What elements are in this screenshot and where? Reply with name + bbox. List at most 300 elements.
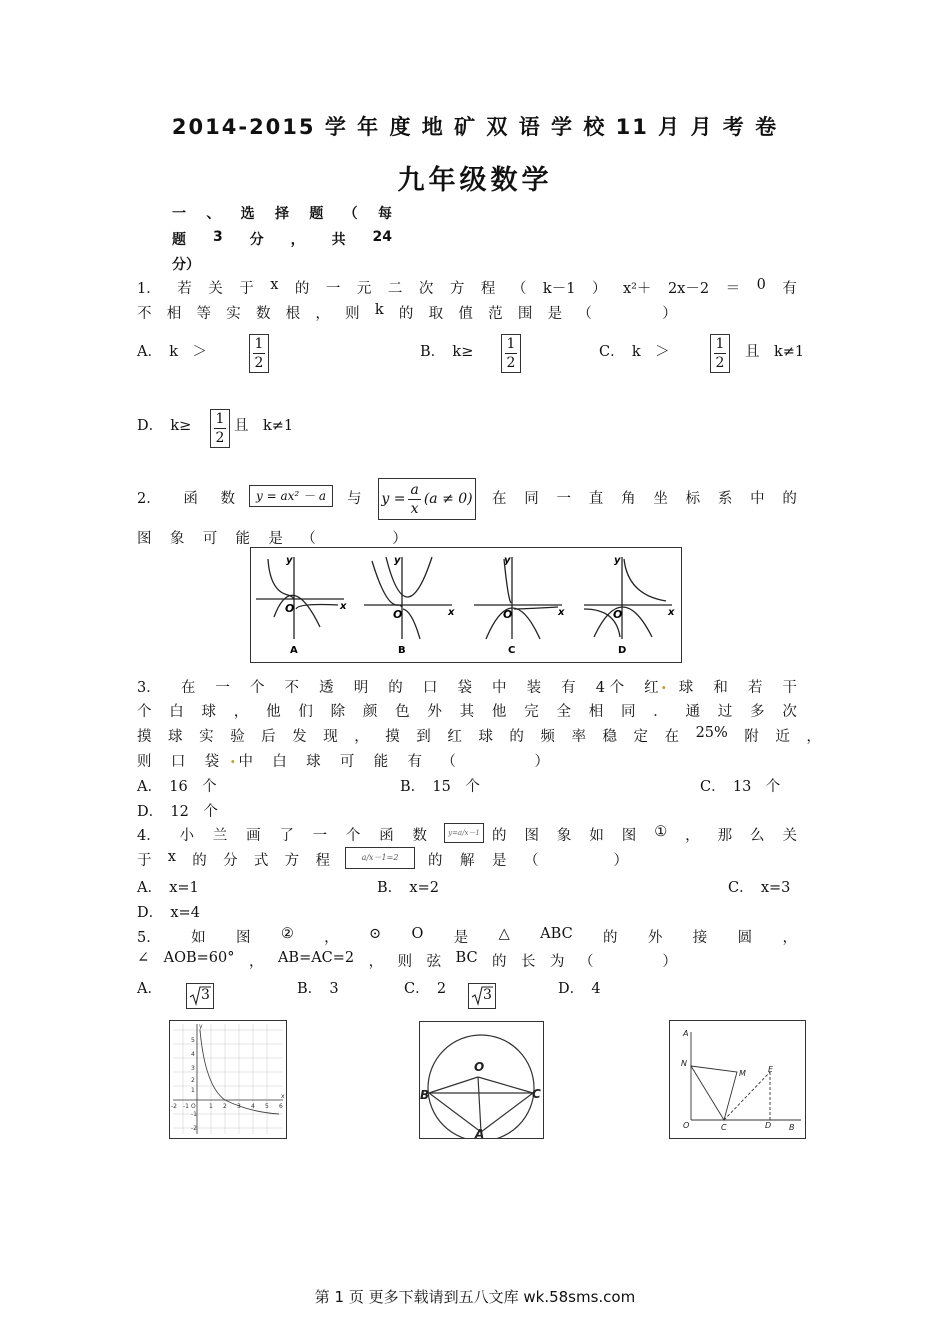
q1-option-d-fraction: $\frac{1}{2}$ xyxy=(210,409,230,448)
word: 是 xyxy=(268,531,283,547)
q3-line3 xyxy=(137,725,821,746)
word: 于 xyxy=(137,853,152,869)
word: 弦 xyxy=(426,954,442,970)
label-D: D xyxy=(765,1121,772,1130)
label-A: A xyxy=(683,1029,689,1038)
word: 他 xyxy=(266,704,281,720)
word: 象 xyxy=(556,828,572,844)
q4-option-d: D． x=4 xyxy=(137,905,200,921)
figure-1-graph xyxy=(169,1020,287,1139)
word: ） xyxy=(186,257,200,273)
word: 不 xyxy=(284,680,300,696)
word: 画 xyxy=(246,828,261,844)
word: 题 xyxy=(309,206,324,222)
x-tick-label: 1 xyxy=(209,1103,213,1110)
axis-x-label: x xyxy=(340,601,347,612)
word: 么 xyxy=(750,828,765,844)
word: 全 xyxy=(556,704,571,720)
q5-option-a-sqrt: 3 xyxy=(186,983,214,1009)
word: 圆 xyxy=(737,930,753,946)
word: 摸 xyxy=(137,729,152,745)
graph-label: B xyxy=(398,645,406,656)
graph-label: C xyxy=(508,645,516,656)
word: 图 xyxy=(235,930,251,946)
word: 实 xyxy=(226,306,241,322)
word: 数 xyxy=(255,306,271,322)
word: ， xyxy=(685,828,700,844)
q2-line2 xyxy=(137,527,407,548)
mark-dot: . xyxy=(661,674,667,693)
q5-line1 xyxy=(137,926,797,947)
q1-option-b-fraction: $\frac{1}{2}$ xyxy=(501,334,521,373)
word: 有 xyxy=(561,680,576,696)
word: 中 xyxy=(492,680,507,696)
word: 个 xyxy=(249,680,265,696)
word: ， xyxy=(368,954,384,970)
word: 定 xyxy=(633,729,648,745)
word: 除 xyxy=(330,704,346,720)
word: （ xyxy=(441,754,456,770)
word: 后 xyxy=(261,729,276,745)
word: 值 xyxy=(458,306,473,322)
word: △ xyxy=(498,926,510,942)
word: 范 xyxy=(488,306,503,322)
axis-y-label: y xyxy=(614,555,621,566)
word: 分 xyxy=(223,853,238,869)
word: 那 xyxy=(717,828,733,844)
word: 则 xyxy=(137,754,152,770)
label-O: O xyxy=(683,1121,690,1130)
word: ② xyxy=(280,926,294,942)
word: 图 xyxy=(524,828,539,844)
label-N: N xyxy=(681,1059,687,1068)
y-tick-label: 2 xyxy=(191,1077,195,1084)
word: 颜 xyxy=(362,704,378,720)
word: 的 xyxy=(294,281,310,297)
word: 数 xyxy=(220,491,235,507)
word: ， xyxy=(315,306,330,322)
q3-option-d: D． 12 个 xyxy=(137,804,218,820)
page-footer: 第 1 页 更多下载请到五八文库 wk.58sms.com xyxy=(314,1288,636,1306)
q2-formula-hyperbola: y = $\frac{a}{x}$ (a ≠ 0) xyxy=(378,478,476,520)
word: 若 xyxy=(177,281,192,297)
word xyxy=(556,849,596,870)
word: 的 xyxy=(603,930,618,946)
word xyxy=(608,950,648,971)
word: 口 xyxy=(422,680,438,696)
q1-option-a-fraction: $\frac{1}{2}$ xyxy=(249,334,269,373)
word: 取 xyxy=(428,306,444,322)
word: 一 xyxy=(556,491,572,507)
word: 一 xyxy=(215,680,230,696)
word: 接 xyxy=(692,930,708,946)
word: 一 xyxy=(312,828,328,844)
section-heading-line2 xyxy=(172,229,392,249)
q4-line1-pre xyxy=(137,824,427,845)
origin-label: O xyxy=(393,608,403,621)
word: 的 xyxy=(492,828,507,844)
word: 图 xyxy=(621,828,637,844)
word: ， xyxy=(233,704,249,720)
q4-option-c: C． x=3 xyxy=(728,880,791,896)
word: 不 xyxy=(137,306,152,322)
x-tick-label: O xyxy=(191,1103,196,1110)
word: 的 xyxy=(509,729,524,745)
word: 白 xyxy=(169,704,184,720)
word: 外 xyxy=(647,930,663,946)
word: 装 xyxy=(526,680,542,696)
word: （ xyxy=(577,306,592,322)
word: 围 xyxy=(517,306,533,322)
word: 红 xyxy=(644,680,659,696)
word: ＝ xyxy=(725,281,741,297)
word: 如 xyxy=(191,930,206,946)
word: 现 xyxy=(323,729,338,745)
q4-option-b: B． x=2 xyxy=(377,880,439,896)
word: 系 xyxy=(717,491,733,507)
word: 于 xyxy=(239,281,254,297)
word: 透 xyxy=(319,680,334,696)
word: 一 xyxy=(172,206,186,222)
label-A: A xyxy=(475,1127,485,1139)
word: 坐 xyxy=(653,491,668,507)
axis-y-label: y xyxy=(199,1023,203,1030)
word: （ xyxy=(578,954,594,970)
q1-option-c-tail: 且 k≠1 xyxy=(745,344,805,360)
word: 每 xyxy=(377,206,392,222)
word: BC xyxy=(455,950,478,966)
q2-formula-parabola: y = ax² － a xyxy=(249,485,333,507)
word: 球 xyxy=(478,729,493,745)
word: 袋 xyxy=(204,754,220,770)
word: 二 xyxy=(387,281,403,297)
q2-with: 与 xyxy=(347,491,362,507)
word: 如 xyxy=(589,828,604,844)
word: 的 xyxy=(428,853,443,869)
word: 有 xyxy=(407,754,422,770)
word: ， xyxy=(290,232,305,248)
word: 们 xyxy=(298,704,313,720)
word: 到 xyxy=(416,729,431,745)
word: 关 xyxy=(782,828,797,844)
word: ） xyxy=(591,281,607,297)
figure-3-geometry xyxy=(669,1020,806,1139)
word: 完 xyxy=(524,704,539,720)
mark-dot: . xyxy=(230,748,236,767)
word: 长 xyxy=(521,954,536,970)
word: 通 xyxy=(685,704,701,720)
axis-y-label: y xyxy=(504,555,511,566)
word: 其 xyxy=(459,704,475,720)
word: 袋 xyxy=(457,680,472,696)
q1-option-b: B． k≥ xyxy=(420,344,474,360)
word: AOB=60° xyxy=(163,950,235,966)
word: 稳 xyxy=(602,729,617,745)
word: 24 xyxy=(372,229,392,245)
q4-formula-equation: a/x－1=2 xyxy=(345,847,415,869)
q1-option-d-tail: 且 k≠1 xyxy=(234,418,294,434)
exam-title: 2014-2015 学 年 度 地 矿 双 语 学 校 11 月 月 考 卷 xyxy=(171,115,779,139)
word: 若 xyxy=(747,680,763,696)
word: 象 xyxy=(169,531,185,547)
word: 多 xyxy=(750,704,765,720)
q1-line1 xyxy=(137,277,797,298)
label-C: C xyxy=(721,1123,727,1132)
y-tick-label: 1 xyxy=(191,1087,195,1094)
word: 球 xyxy=(201,704,217,720)
word: 角 xyxy=(621,491,636,507)
word: 3 xyxy=(212,229,223,245)
word: 则 xyxy=(345,306,360,322)
word: 相 xyxy=(588,704,604,720)
graph-label: D xyxy=(618,645,627,656)
word: 是 xyxy=(492,853,507,869)
word: k xyxy=(374,302,384,318)
q3-line1 xyxy=(137,676,797,697)
q1-option-d: D． k≥ xyxy=(137,418,192,434)
q4-formula-function: y=a/x－1 xyxy=(444,823,484,843)
axis-x-label: x xyxy=(448,607,455,618)
y-tick-label: 4 xyxy=(191,1051,195,1058)
y-tick-label: -2 xyxy=(191,1125,197,1132)
x-tick-label: -1 xyxy=(183,1103,189,1110)
x-tick-label: 6 xyxy=(279,1103,283,1110)
word: 可 xyxy=(339,754,355,770)
word: （ xyxy=(301,531,316,547)
word: 在 xyxy=(664,729,680,745)
word: 分 xyxy=(172,257,186,273)
word: 中 xyxy=(238,754,253,770)
word: ， xyxy=(324,930,339,946)
exam-subtitle: 九年级数学 xyxy=(397,165,553,196)
q3-option-a: A． 16 个 xyxy=(137,779,217,795)
word: 3． xyxy=(137,680,161,696)
origin-label: O xyxy=(285,602,295,615)
y-tick-label: 5 xyxy=(191,1037,195,1044)
word: 和 xyxy=(713,680,728,696)
word: x xyxy=(270,277,279,293)
word: 率 xyxy=(571,729,586,745)
word: ， xyxy=(354,729,369,745)
word: 发 xyxy=(292,729,307,745)
word: 1． xyxy=(137,281,161,297)
word: O xyxy=(411,926,424,942)
q5-option-c-sqrt: 3 xyxy=(468,983,496,1009)
word: ， xyxy=(806,729,821,745)
word: 次 xyxy=(782,704,797,720)
word: 摸 xyxy=(385,729,400,745)
word: 等 xyxy=(196,306,211,322)
figure-2-circle xyxy=(419,1021,544,1139)
word: ∠ xyxy=(137,950,150,966)
word: 同 xyxy=(524,491,539,507)
q3-line4 xyxy=(137,750,549,771)
word: 5． xyxy=(137,930,161,946)
word: 式 xyxy=(253,853,269,869)
word: 25% xyxy=(695,725,728,741)
word: ， xyxy=(248,954,264,970)
word: 他 xyxy=(491,704,507,720)
word: 外 xyxy=(427,704,442,720)
word: 分 xyxy=(249,232,264,248)
label-E: E xyxy=(768,1065,774,1074)
word: ） xyxy=(662,954,677,970)
origin-label: O xyxy=(613,608,623,621)
word: 次 xyxy=(418,281,434,297)
q1-line2 xyxy=(137,302,677,323)
word: 标 xyxy=(685,491,701,507)
word: 一 xyxy=(325,281,341,297)
word: 近 xyxy=(775,729,790,745)
word: 能 xyxy=(373,754,389,770)
word: 中 xyxy=(750,491,765,507)
word: 相 xyxy=(166,306,182,322)
word: 4． xyxy=(137,828,161,844)
x-tick-label: 3 xyxy=(237,1103,241,1110)
word: 关 xyxy=(208,281,223,297)
word: 实 xyxy=(199,729,214,745)
word: ） xyxy=(392,531,407,547)
word: 的 xyxy=(492,954,507,970)
word: 2x－2 xyxy=(667,281,710,297)
word: 干 xyxy=(782,680,797,696)
word: 的 xyxy=(782,491,797,507)
q5-option-c: C． 2 xyxy=(404,981,447,997)
word: 同 xyxy=(620,704,636,720)
axis-x-label: x xyxy=(281,1093,285,1100)
x-tick-label: 2 xyxy=(223,1103,227,1110)
word: 口 xyxy=(170,754,186,770)
word: 过 xyxy=(717,704,733,720)
word: ABC xyxy=(540,926,573,942)
word: ． xyxy=(653,704,668,720)
word: 红 xyxy=(447,729,462,745)
word: 题 xyxy=(172,232,186,248)
word: （ xyxy=(343,206,358,222)
y-tick-label: 3 xyxy=(191,1065,195,1072)
word: 白 xyxy=(272,754,287,770)
label-C: C xyxy=(532,1087,541,1101)
word: 的 xyxy=(192,853,207,869)
word: 择 xyxy=(274,206,289,222)
axis-x-label: x xyxy=(558,607,565,618)
word: 是 xyxy=(453,930,469,946)
word: 在 xyxy=(492,491,507,507)
word: 函 xyxy=(379,828,394,844)
origin-label: O xyxy=(503,608,513,621)
word: 明 xyxy=(353,680,369,696)
word: 图 xyxy=(137,531,152,547)
word xyxy=(475,750,515,771)
label-B: B xyxy=(420,1088,430,1102)
word: 个 xyxy=(345,828,361,844)
word: 球 xyxy=(306,754,321,770)
word: 了 xyxy=(279,828,294,844)
word: 数 xyxy=(412,828,427,844)
word: 则 xyxy=(397,954,413,970)
section-heading-line3 xyxy=(172,254,200,274)
word: 兰 xyxy=(212,828,228,844)
word: x xyxy=(167,849,176,865)
x-tick-label: -2 xyxy=(171,1103,177,1110)
word: 的 xyxy=(388,680,403,696)
label-B: B xyxy=(789,1123,795,1132)
word: ） xyxy=(662,306,677,322)
q4-option-a: A． x=1 xyxy=(137,880,199,896)
word: 在 xyxy=(180,680,196,696)
word: 2． xyxy=(137,491,161,507)
q1-option-c: C． k ＞ xyxy=(599,344,670,360)
word: 选 xyxy=(240,206,255,222)
word: 球 xyxy=(168,729,183,745)
q4-line2-post xyxy=(428,849,628,870)
q1-option-a: A． k ＞ xyxy=(137,344,208,360)
word: 方 xyxy=(449,281,465,297)
word: 能 xyxy=(235,531,251,547)
word: 附 xyxy=(744,729,759,745)
q5-option-d: D． 4 xyxy=(558,981,601,997)
word: 程 xyxy=(480,281,496,297)
word: 程 xyxy=(315,853,330,869)
section-heading-line1 xyxy=(172,203,392,223)
q4-line2-pre xyxy=(137,849,330,870)
word: 解 xyxy=(460,853,475,869)
word: 为 xyxy=(549,954,565,970)
word: ） xyxy=(534,754,549,770)
word: ① xyxy=(654,824,668,840)
word: （ xyxy=(511,281,527,297)
word: ） xyxy=(613,853,628,869)
q2-graphs xyxy=(250,547,682,663)
word: 验 xyxy=(230,729,245,745)
word: 函 xyxy=(183,491,198,507)
word: 共 xyxy=(331,232,346,248)
word xyxy=(334,527,374,548)
q3-option-c: C． 13 个 xyxy=(700,779,781,795)
q4-line1-post xyxy=(492,824,797,845)
word: 直 xyxy=(588,491,604,507)
word: 、 xyxy=(206,206,221,222)
graph-label: A xyxy=(290,645,298,656)
q2-line1-post xyxy=(492,487,797,508)
word: 可 xyxy=(202,531,218,547)
word: 4 个 xyxy=(595,680,625,696)
axis-y-label: y xyxy=(286,555,293,566)
q5-line2 xyxy=(137,950,677,971)
x-tick-label: 5 xyxy=(265,1103,269,1110)
q3-line2 xyxy=(137,700,797,721)
word: 是 xyxy=(547,306,563,322)
y-tick-label: -1 xyxy=(191,1111,197,1118)
word: k－1 xyxy=(542,281,576,297)
word: 有 xyxy=(782,281,797,297)
word: AB=AC=2 xyxy=(277,950,355,966)
q5-option-a: A． xyxy=(137,981,162,997)
word: 的 xyxy=(398,306,414,322)
word: ⊙ xyxy=(369,926,382,942)
word: 方 xyxy=(284,853,300,869)
word: 色 xyxy=(395,704,410,720)
word: 小 xyxy=(179,828,195,844)
q3-option-b: B． 15 个 xyxy=(400,779,480,795)
axis-x-label: x xyxy=(668,607,675,618)
label-O: O xyxy=(474,1060,485,1074)
word: （ xyxy=(524,853,539,869)
axis-y-label: y xyxy=(394,555,401,566)
q2-line1-pre xyxy=(137,487,235,508)
word xyxy=(607,302,647,323)
word: ， xyxy=(782,930,797,946)
